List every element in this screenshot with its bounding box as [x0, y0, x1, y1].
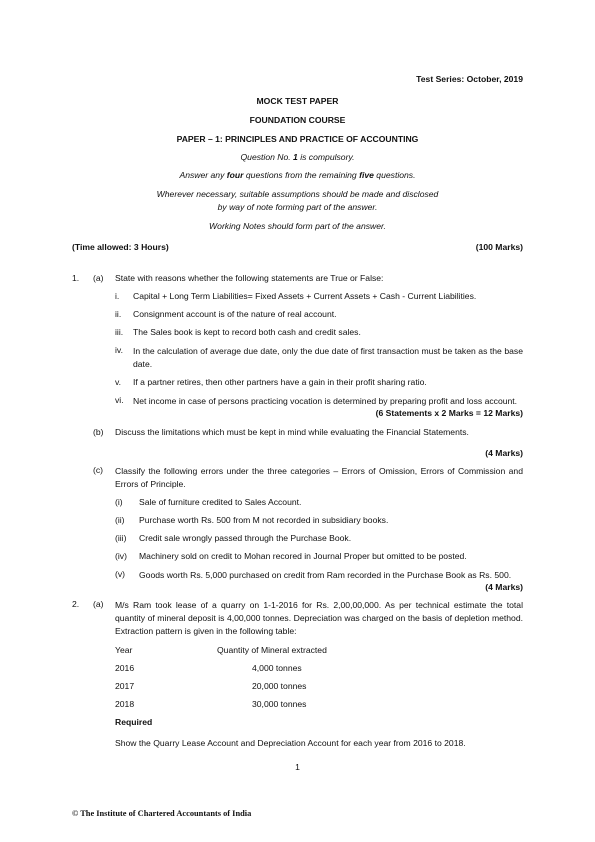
instruction-assumptions-2: by way of note forming part of the answer. [217, 202, 378, 212]
test-series-label: Test Series: October, 2019 [416, 74, 523, 84]
q1c-item-num: (ii) [115, 515, 125, 525]
q1a-item-text: The Sales book is kept to record both cash and credit sales. [133, 327, 361, 337]
required-heading: Required [115, 717, 153, 727]
q1c-item-text: Purchase worth Rs. 500 from M not recorded in subsidiary books. [139, 515, 389, 525]
q1c-marks: (4 Marks) [485, 582, 523, 592]
question-number-2: 2. [72, 599, 80, 609]
paper-title-subject: PAPER – 1: PRINCIPLES AND PRACTICE OF ACCOUNTING [176, 134, 419, 144]
table-header-year: Year [115, 645, 133, 655]
q1a-item-num: iii. [115, 327, 124, 337]
instruction-compulsory: Question No. 1 is compulsory. [240, 152, 355, 162]
q1c-item-text: Sale of furniture credited to Sales Account. [139, 497, 302, 507]
page-number: 1 [295, 762, 300, 772]
table-cell-year: 2017 [115, 681, 135, 691]
question-number-1: 1. [72, 273, 80, 283]
instruction-answer-any: Answer any four questions from the remaining five questions. [179, 170, 416, 180]
q1a-item-text: Consignment account is of the nature of real account. [133, 309, 337, 319]
copyright: © The Institute of Chartered Accountants of India [72, 809, 252, 818]
q1c-item-num: (v) [115, 569, 126, 579]
table-header-quantity: Quantity of Mineral extracted [217, 645, 327, 655]
q1c-label: (c) [93, 465, 104, 475]
paper-title-mock: MOCK TEST PAPER [256, 96, 339, 106]
instruction-working-notes: Working Notes should form part of the answer. [209, 221, 386, 231]
q1c-item-text: Credit sale wrongly passed through the Purchase Book. [139, 533, 352, 543]
table-cell-year: 2018 [115, 699, 135, 709]
q1b-text: Discuss the limitations which must be kept in mind while evaluating the Financial Statements. [115, 427, 469, 437]
q1a-item-num: iv. [115, 345, 123, 355]
required-text: Show the Quarry Lease Account and Depreciation Account for each year from 2016 to 2018. [115, 738, 466, 748]
q1a-item-num: ii. [115, 309, 122, 319]
q1a-marks: (6 Statements x 2 Marks = 12 Marks) [375, 408, 523, 418]
q1b-marks: (4 Marks) [485, 448, 523, 458]
total-marks: (100 Marks) [475, 242, 523, 252]
q1c-item-num: (iii) [115, 533, 127, 543]
q1c-item-num: (i) [115, 497, 123, 507]
q1a-item-text: If a partner retires, then other partners have a gain in their profit sharing ratio. [133, 377, 427, 387]
q1a-item-text: In the calculation of average due date, only the due date of first transaction must be taken as the base date. [133, 346, 523, 369]
q1b-label: (b) [93, 427, 104, 437]
q1a-item-num: vi. [115, 395, 124, 405]
q1a-text: State with reasons whether the following statements are True or False: [115, 273, 384, 283]
q1a-item-num: v. [115, 377, 122, 387]
q1a-item-text: Net income in case of persons practicing vocation is determined by preparing profit and loss account. [133, 396, 518, 406]
table-cell-year: 2016 [115, 663, 135, 673]
paper-title-course: FOUNDATION COURSE [249, 115, 346, 125]
time-allowed: (Time allowed: 3 Hours) [72, 242, 169, 252]
q1c-item-text: Machinery sold on credit to Mohan recored in Journal Proper but omitted to be posted. [139, 551, 467, 561]
q1a-item-text: Capital + Long Term Liabilities= Fixed Assets + Current Assets + Cash - Current Liabilities. [133, 291, 477, 301]
q1c-item-text: Goods worth Rs. 5,000 purchased on credit from Ram recorded in the Purchase Book as Rs. 500. [139, 570, 512, 580]
table-cell-quantity: 4,000 tonnes [252, 663, 302, 673]
table-cell-quantity: 20,000 tonnes [252, 681, 307, 691]
q1c-item-num: (iv) [115, 551, 127, 561]
q2a-text: M/s Ram took lease of a quarry on 1-1-2016 for Rs. 2,00,00,000. As per technical estimate the total quantity of mineral deposit is 4,00,000 tonnes. Depreciation was charged on the basis of depletion method. Extraction pattern is given in the following table: [115, 600, 523, 636]
q1a-label: (a) [93, 273, 104, 283]
table-cell-quantity: 30,000 tonnes [252, 699, 307, 709]
q1a-item-num: i. [115, 291, 120, 301]
instruction-assumptions-1: Wherever necessary, suitable assumptions should be made and disclosed [156, 189, 439, 199]
q1c-text: Classify the following errors under the three categories – Errors of Omission, Errors of Commission and Errors of Principle. [115, 466, 523, 489]
q2a-label: (a) [93, 599, 104, 609]
